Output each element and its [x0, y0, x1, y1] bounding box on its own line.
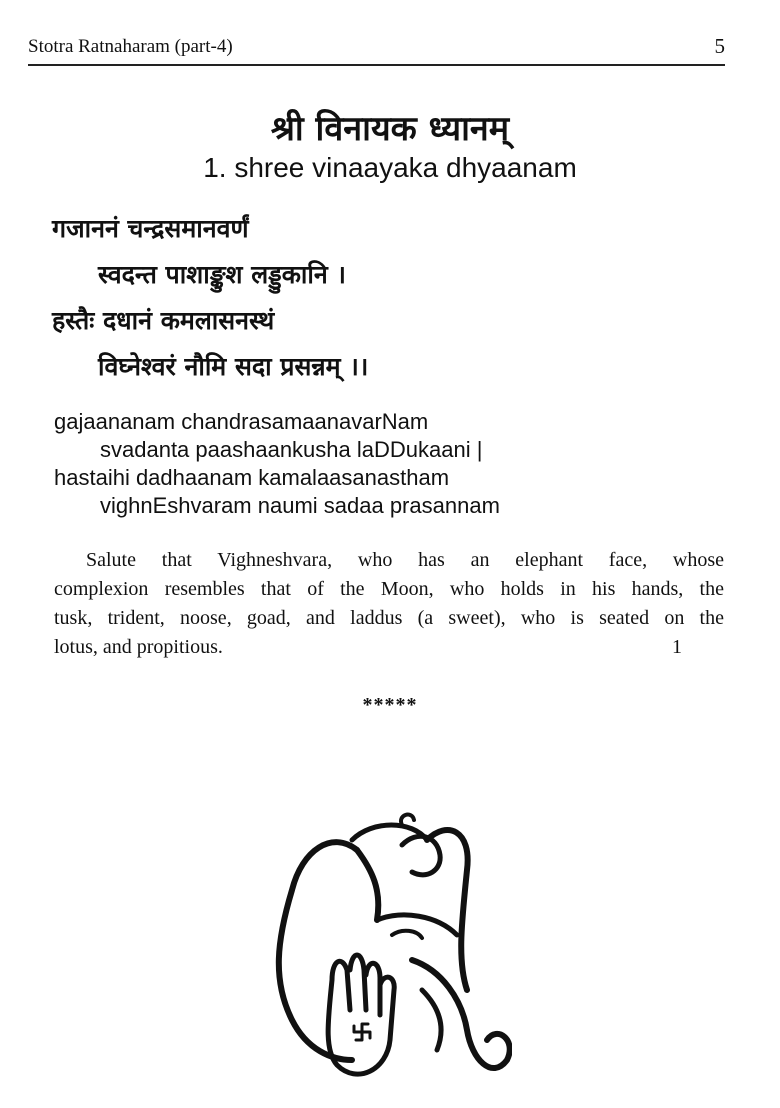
transliteration — [54, 408, 500, 520]
book-title: Stotra Ratnaharam (part-4) — [28, 36, 233, 57]
translit-line: hastaihi dadhaanam kamalaasanastham — [54, 465, 450, 490]
verse-line: गजाननं चन्द्रसमानवर्णं — [52, 214, 249, 243]
verse-line: स्वदन्त पाशाङ्कुश लड्डुकानि । — [98, 260, 346, 289]
translation-line: Salute that Vighneshvara, who has an elephant face, whose — [86, 549, 724, 571]
translation-paragraph — [54, 546, 724, 662]
page-number: 5 — [714, 34, 725, 58]
verse-line: हस्तैः दधानं कमलासनस्थं — [52, 306, 275, 335]
translation-line: lotus, and propitious. — [54, 636, 223, 658]
ganesha-illustration — [262, 810, 512, 1100]
sanskrit-title: श्री विनायक ध्यानम् — [270, 109, 510, 149]
verse-number: 1 — [672, 636, 682, 658]
translation-line: complexion resembles that of the Moon, who holds in his hands, the — [54, 578, 724, 600]
sanskrit-verse — [52, 206, 368, 390]
translit-line: gajaananam chandrasamaanavarNam — [54, 409, 429, 434]
english-title: 1. shree vinaayaka dhyaanam — [203, 152, 577, 183]
section-separator: ***** — [362, 694, 418, 716]
translit-line: svadanta paashaankusha laDDukaani | — [100, 437, 483, 462]
translit-line: vighnEshvaram naumi sadaa prasannam — [100, 493, 500, 518]
verse-line: विघ्नेश्वरं नौमि सदा प्रसन्नम् ।। — [98, 352, 369, 381]
translation-line: tusk, trident, noose, goad, and laddus (a sweet), who is seated on the — [54, 607, 724, 629]
page-header — [28, 34, 725, 66]
